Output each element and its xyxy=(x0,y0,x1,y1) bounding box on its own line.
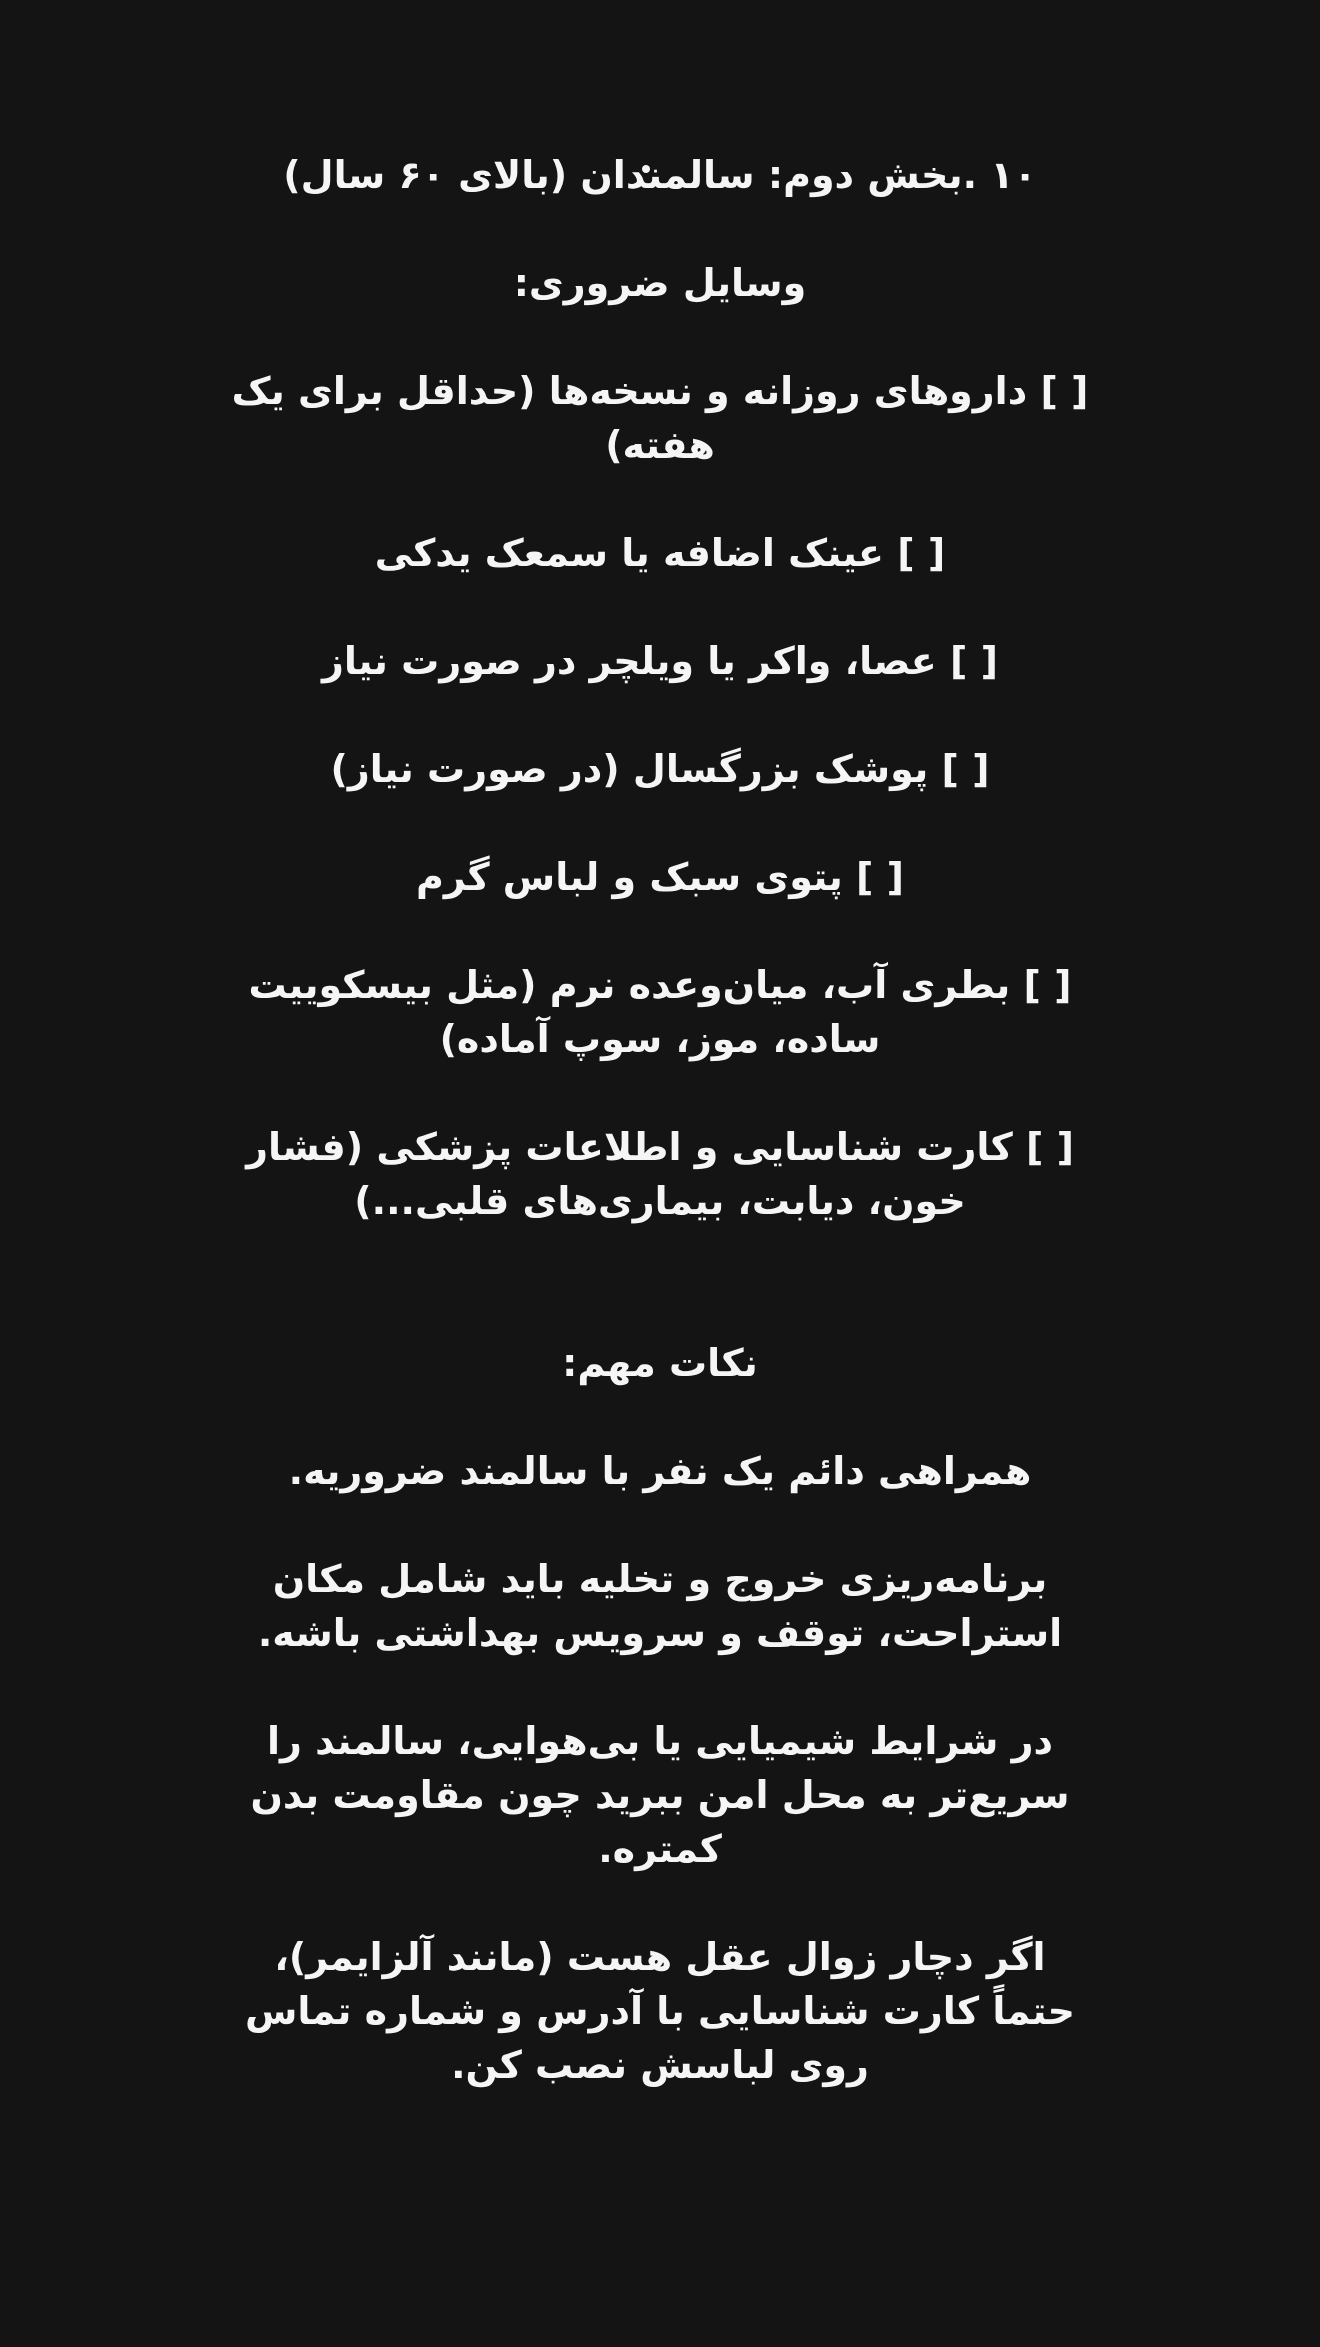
checkbox-icon: [ ] xyxy=(856,855,905,899)
document-body xyxy=(230,148,1090,2146)
note-item: همراهی دائم یک نفر با سالمند ضروریه. xyxy=(288,1449,1032,1493)
note-item: در شرایط شیمیایی یا بی‌هوایی، سالمند را سریع‌تر به محل امن ببرید چون مقاومت بدن کمتره. xyxy=(250,1719,1070,1871)
checklist-item-label: پوشک بزرگسال (در صورت نیاز) xyxy=(330,747,929,791)
checklist-item-medications xyxy=(230,364,1090,472)
checkbox-icon: [ ] xyxy=(1023,963,1072,1007)
checklist-item-diapers xyxy=(230,742,1090,796)
notes-heading: نکات مهم: xyxy=(562,1341,758,1385)
checklist-item-blanket xyxy=(230,850,1090,904)
checkbox-icon: [ ] xyxy=(897,531,946,575)
checklist-item-water-snacks xyxy=(230,958,1090,1066)
checklist-item-label: پتوی سبک و لباس گرم xyxy=(415,855,843,899)
supplies-heading: وسایل ضروری: xyxy=(513,261,807,305)
checkbox-icon: [ ] xyxy=(941,747,990,791)
checkbox-icon: [ ] xyxy=(950,639,998,683)
checklist-item-label: بطری آب، میان‌وعده نرم (مثل بیسکوییت ساده، موز، سوپ آماده) xyxy=(248,963,1011,1061)
checklist-item-glasses xyxy=(230,526,1090,580)
note-item: برنامه‌ریزی خروج و تخلیه باید شامل مکان استراحت، توقف و سرویس بهداشتی باشه. xyxy=(257,1557,1063,1655)
note-item: اگر دچار زوال عقل هست (مانند آلزایمر)، حتماً کارت شناسایی با آدرس و شماره تماس روی لباسش نصب کن. xyxy=(244,1935,1076,2087)
checklist-item-label: داروهای روزانه و نسخه‌ها (حداقل برای یک هفته) xyxy=(231,369,1028,467)
checkbox-icon: [ ] xyxy=(1025,1125,1074,1169)
checklist-item-mobility-aid xyxy=(230,634,1090,688)
checklist-item-label: عینک اضافه یا سمعک یدکی xyxy=(374,531,885,575)
section-title: ۱۰ .بخش دوم: سالمندان (بالای ۶۰ سال) xyxy=(283,153,1037,197)
notes-list xyxy=(230,1444,1090,2092)
checkbox-icon: [ ] xyxy=(1040,369,1089,413)
checklist-item-id-card xyxy=(230,1120,1090,1228)
checklist-item-label: عصا، واکر یا ویلچر در صورت نیاز xyxy=(322,639,937,683)
checklist-item-label: کارت شناسایی و اطلاعات پزشکی (فشار خون، دیابت، بیماری‌های قلبی...) xyxy=(246,1125,1013,1223)
supplies-checklist xyxy=(230,364,1090,1228)
